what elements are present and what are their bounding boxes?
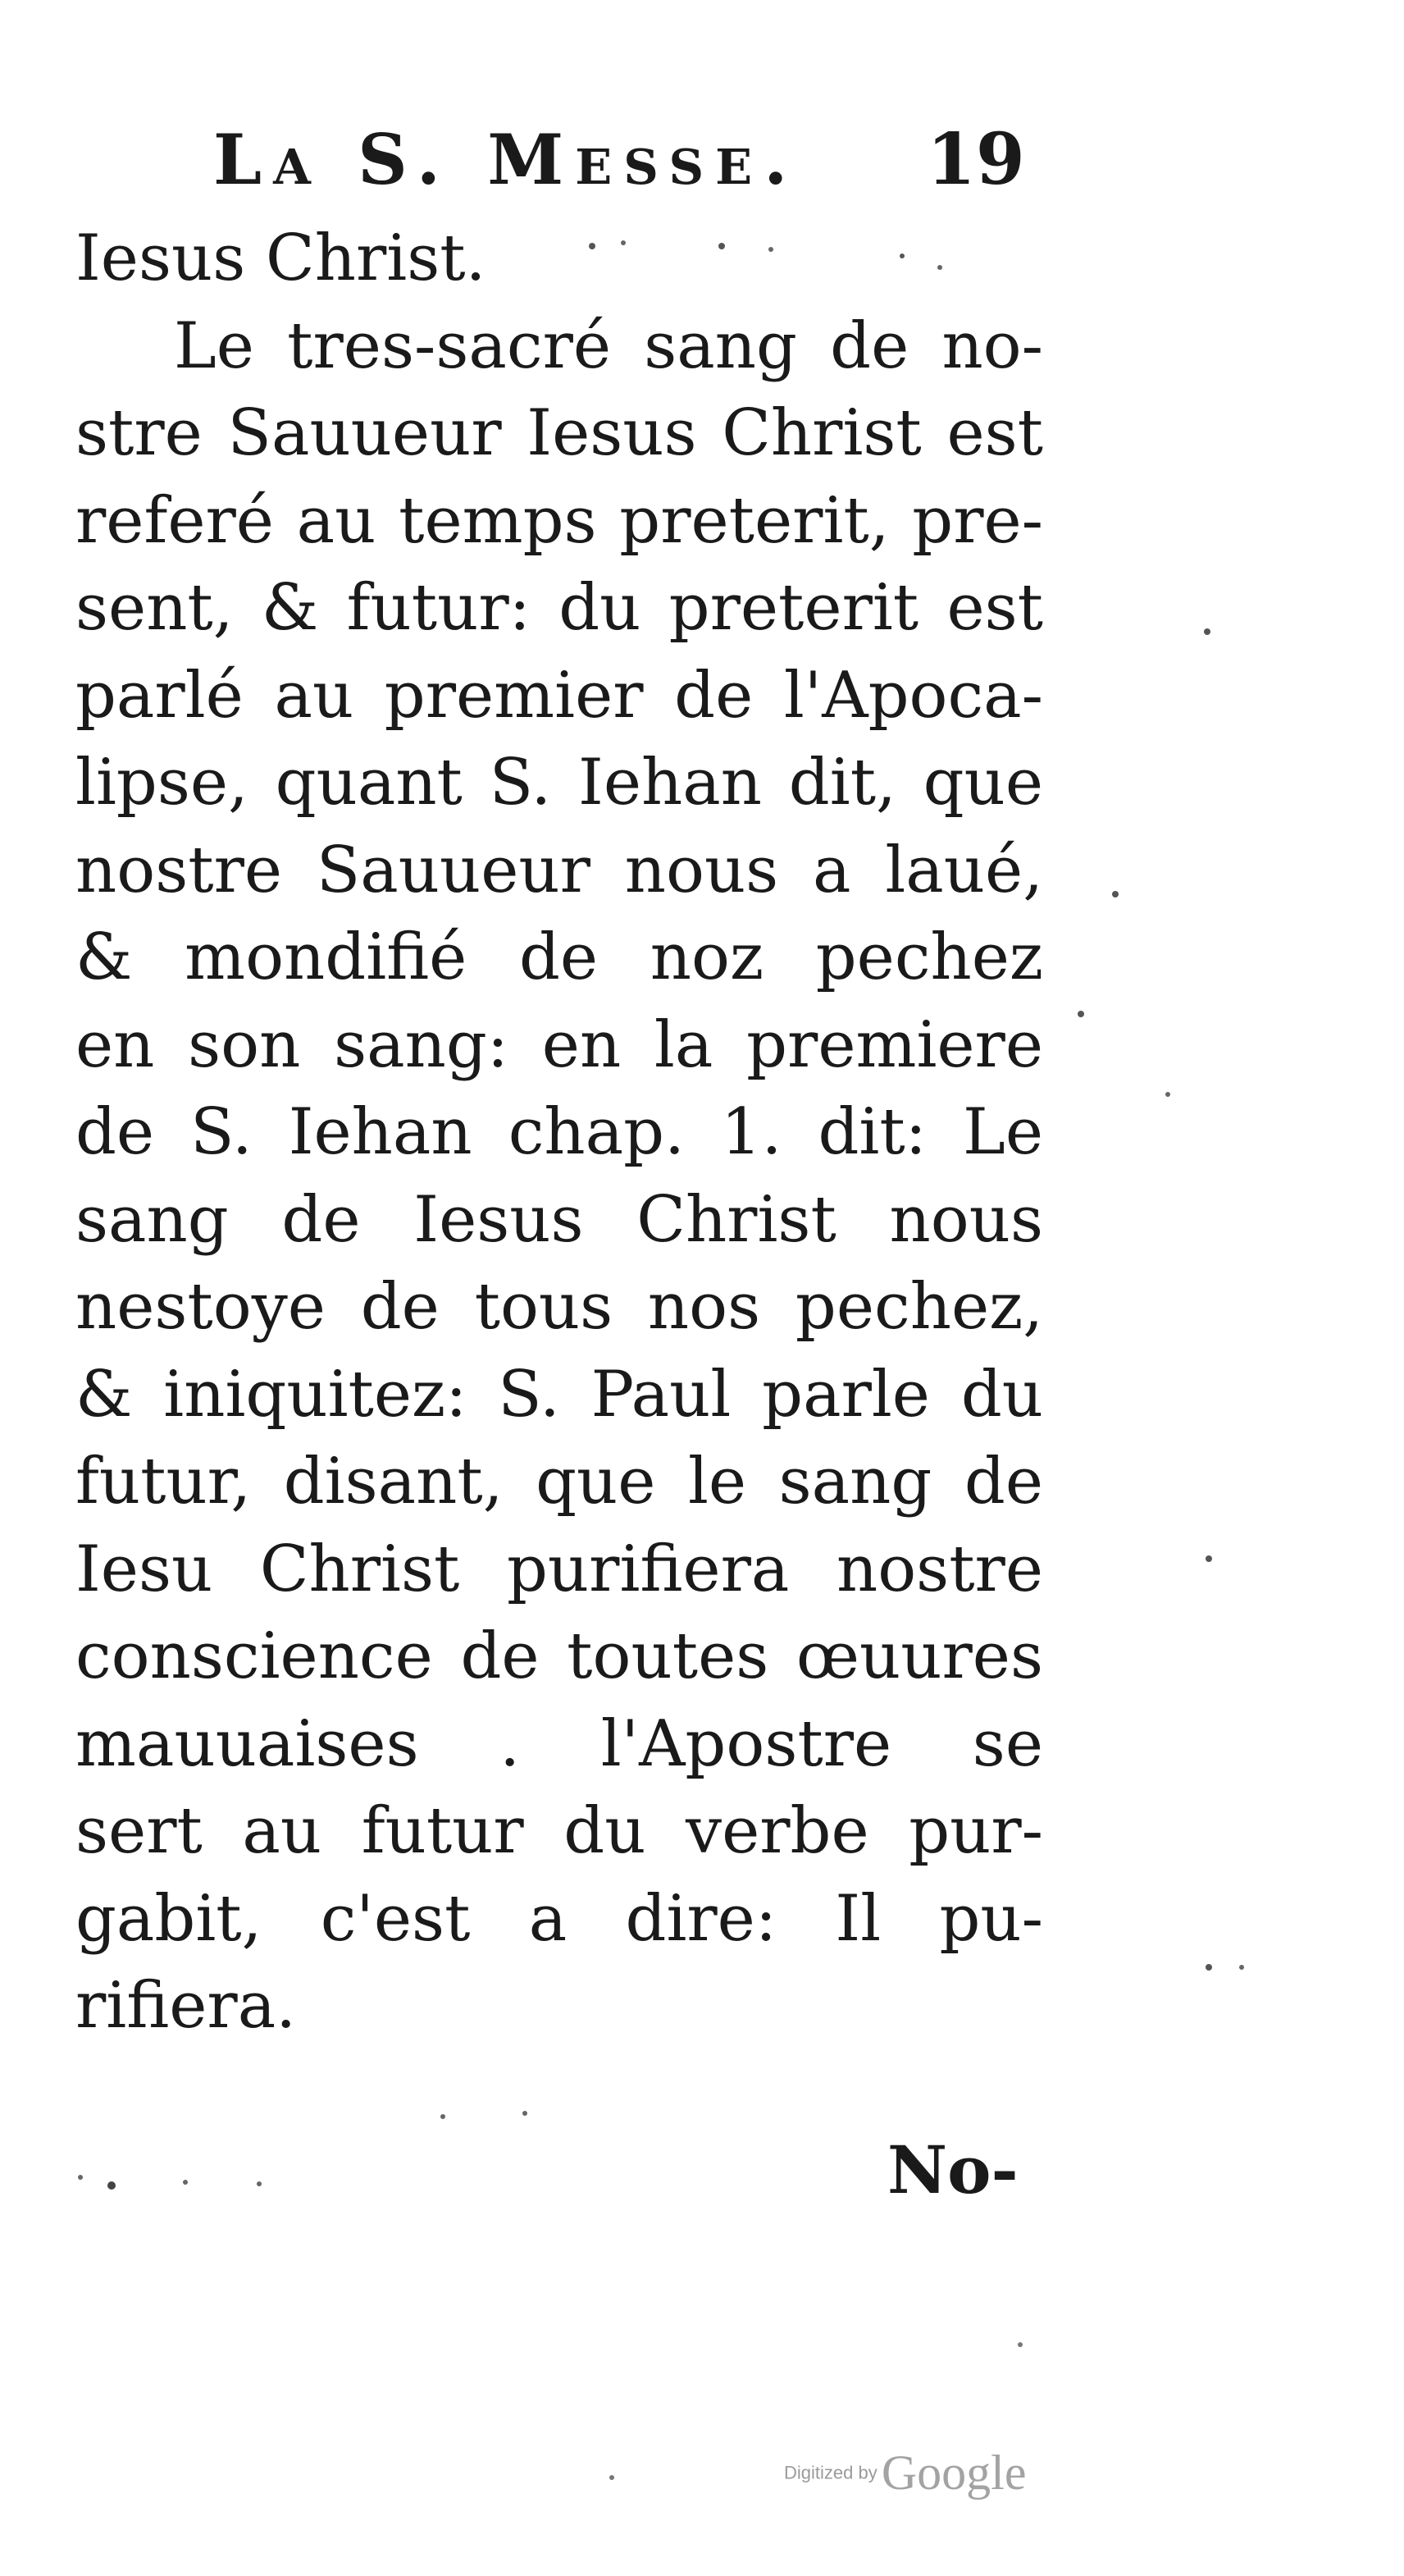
- text-line: mauuaises . l'Apostre se: [75, 1706, 1043, 1781]
- text-line: nestoye de tous nos pechez,: [75, 1270, 1043, 1344]
- google-logo: Google: [881, 2446, 1027, 2500]
- text-line: rifiera.: [75, 1969, 297, 2043]
- digitized-watermark: [784, 2445, 1026, 2519]
- text-line: & iniquitez: S. Paul parle du: [75, 1357, 1043, 1432]
- text-line: sent, & futur: du preterit est: [75, 571, 1043, 645]
- text-line: stre Sauueur Iesus Christ est: [75, 396, 1043, 470]
- text-line: parlé au premier de l'Apoca-: [75, 658, 1043, 733]
- text-line: de S. Iehan chap. 1. dit: Le: [75, 1095, 1043, 1169]
- text-line: & mondifié de noz pechez: [75, 920, 1043, 994]
- text-line: sang de Iesus Christ nous: [75, 1182, 1043, 1257]
- text-line: nostre Sauueur nous a laué,: [75, 833, 1043, 907]
- catchword: No-: [887, 2131, 1019, 2208]
- text-line: lipse, quant S. Iehan dit, que: [75, 746, 1043, 820]
- text-line: referé au temps preterit, pre-: [75, 483, 1043, 558]
- text-line: Iesu Christ purifiera nostre: [75, 1532, 1043, 1606]
- page-header: [0, 115, 1404, 205]
- text-line: gabit, c'est a dire: Il pu-: [75, 1881, 1043, 1956]
- text-line: futur, disant, que le sang de: [75, 1445, 1043, 1519]
- running-title: La S. Messe.: [213, 119, 800, 200]
- text-line: sert au futur du verbe pur-: [75, 1794, 1043, 1868]
- text-line: Iesus Christ.: [75, 222, 486, 295]
- watermark-prefix: Digitized by: [784, 2462, 878, 2483]
- page-number: 19: [927, 118, 1025, 201]
- text-line: en son sang: en la premiere: [75, 1007, 1043, 1082]
- text-line: Le tres-sacré sang de no-: [174, 308, 1043, 383]
- body-text: [75, 215, 1043, 2050]
- text-line: conscience de toutes œuures: [75, 1619, 1043, 1693]
